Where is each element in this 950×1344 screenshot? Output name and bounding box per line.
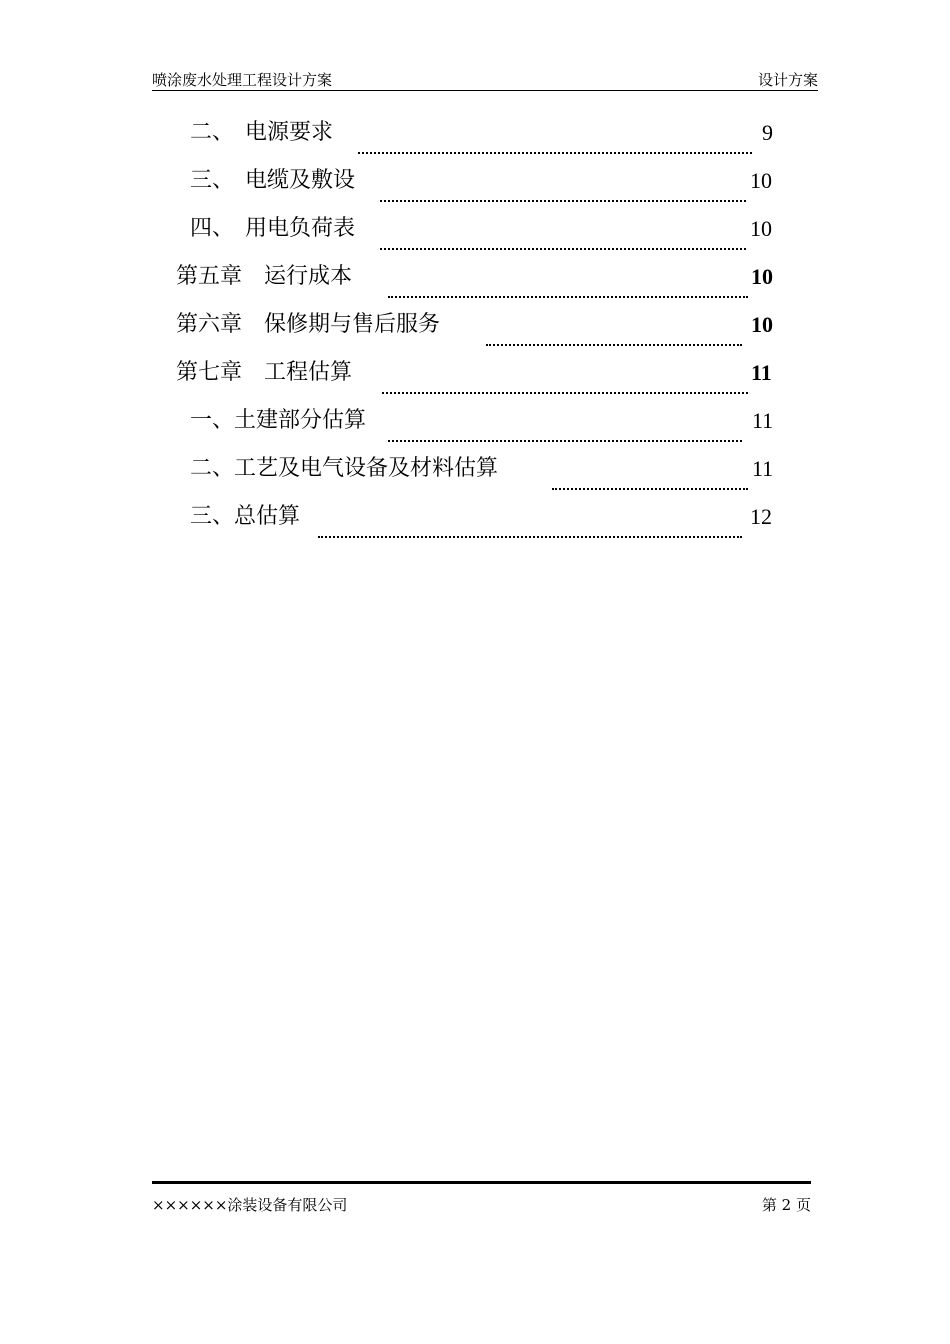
toc-dot-leader	[380, 248, 746, 250]
section-title: 设计方案	[757, 71, 818, 89]
page-header	[152, 70, 818, 90]
toc-dot-leader	[388, 296, 748, 298]
toc-entry-label: 四、 用电负荷表	[190, 216, 356, 241]
toc-page-number: 10	[750, 168, 772, 193]
toc-entry-equipment-estimate[interactable]	[190, 454, 780, 484]
footer-divider	[152, 1181, 811, 1184]
toc-dot-leader	[380, 200, 746, 202]
toc-entry-civil-estimate[interactable]	[190, 406, 780, 436]
page-footer	[152, 1195, 811, 1215]
toc-entry-total-estimate[interactable]	[190, 502, 780, 532]
toc-dot-leader	[318, 536, 742, 538]
toc-entry-label: 第五章 运行成本	[176, 264, 353, 289]
toc-dot-leader	[552, 488, 748, 490]
toc-page-number: 11	[751, 360, 772, 385]
document-title: 喷涂废水处理工程设计方案	[152, 71, 333, 89]
toc-entry-label: 第六章 保修期与售后服务	[176, 312, 441, 337]
toc-entry-label: 二、工艺及电气设备及材料估算	[190, 456, 499, 481]
toc-dot-leader	[486, 344, 742, 346]
toc-dot-leader	[382, 392, 748, 394]
toc-entry-label: 第七章 工程估算	[176, 360, 353, 385]
toc-entry-label: 二、 电源要求	[190, 120, 334, 145]
company-name: ××××××涂装设备有限公司	[152, 1196, 348, 1214]
toc-page-number: 11	[752, 408, 774, 433]
toc-dot-leader	[388, 440, 742, 442]
page-number: 第 2 页	[761, 1196, 811, 1214]
toc-page-number: 11	[752, 456, 774, 481]
toc-page-number: 9	[762, 120, 773, 145]
toc-entry-chapter-6[interactable]	[176, 310, 780, 340]
toc-entry-label: 一、土建部分估算	[190, 408, 367, 433]
toc-page-number: 10	[750, 216, 772, 241]
toc-page-number: 12	[750, 504, 772, 529]
toc-entry-chapter-7[interactable]	[176, 358, 780, 388]
toc-dot-leader	[358, 152, 752, 154]
toc-page-number: 10	[751, 264, 773, 289]
toc-page-number: 10	[751, 312, 773, 337]
toc-entry-power-requirements[interactable]	[190, 118, 780, 148]
toc-entry-label: 三、 电缆及敷设	[190, 168, 356, 193]
header-divider	[152, 90, 818, 91]
toc-entry-load-table[interactable]	[190, 214, 780, 244]
toc-entry-label: 三、总估算	[190, 504, 301, 529]
toc-entry-chapter-5[interactable]	[176, 262, 780, 292]
toc-entry-cable-laying[interactable]	[190, 166, 780, 196]
